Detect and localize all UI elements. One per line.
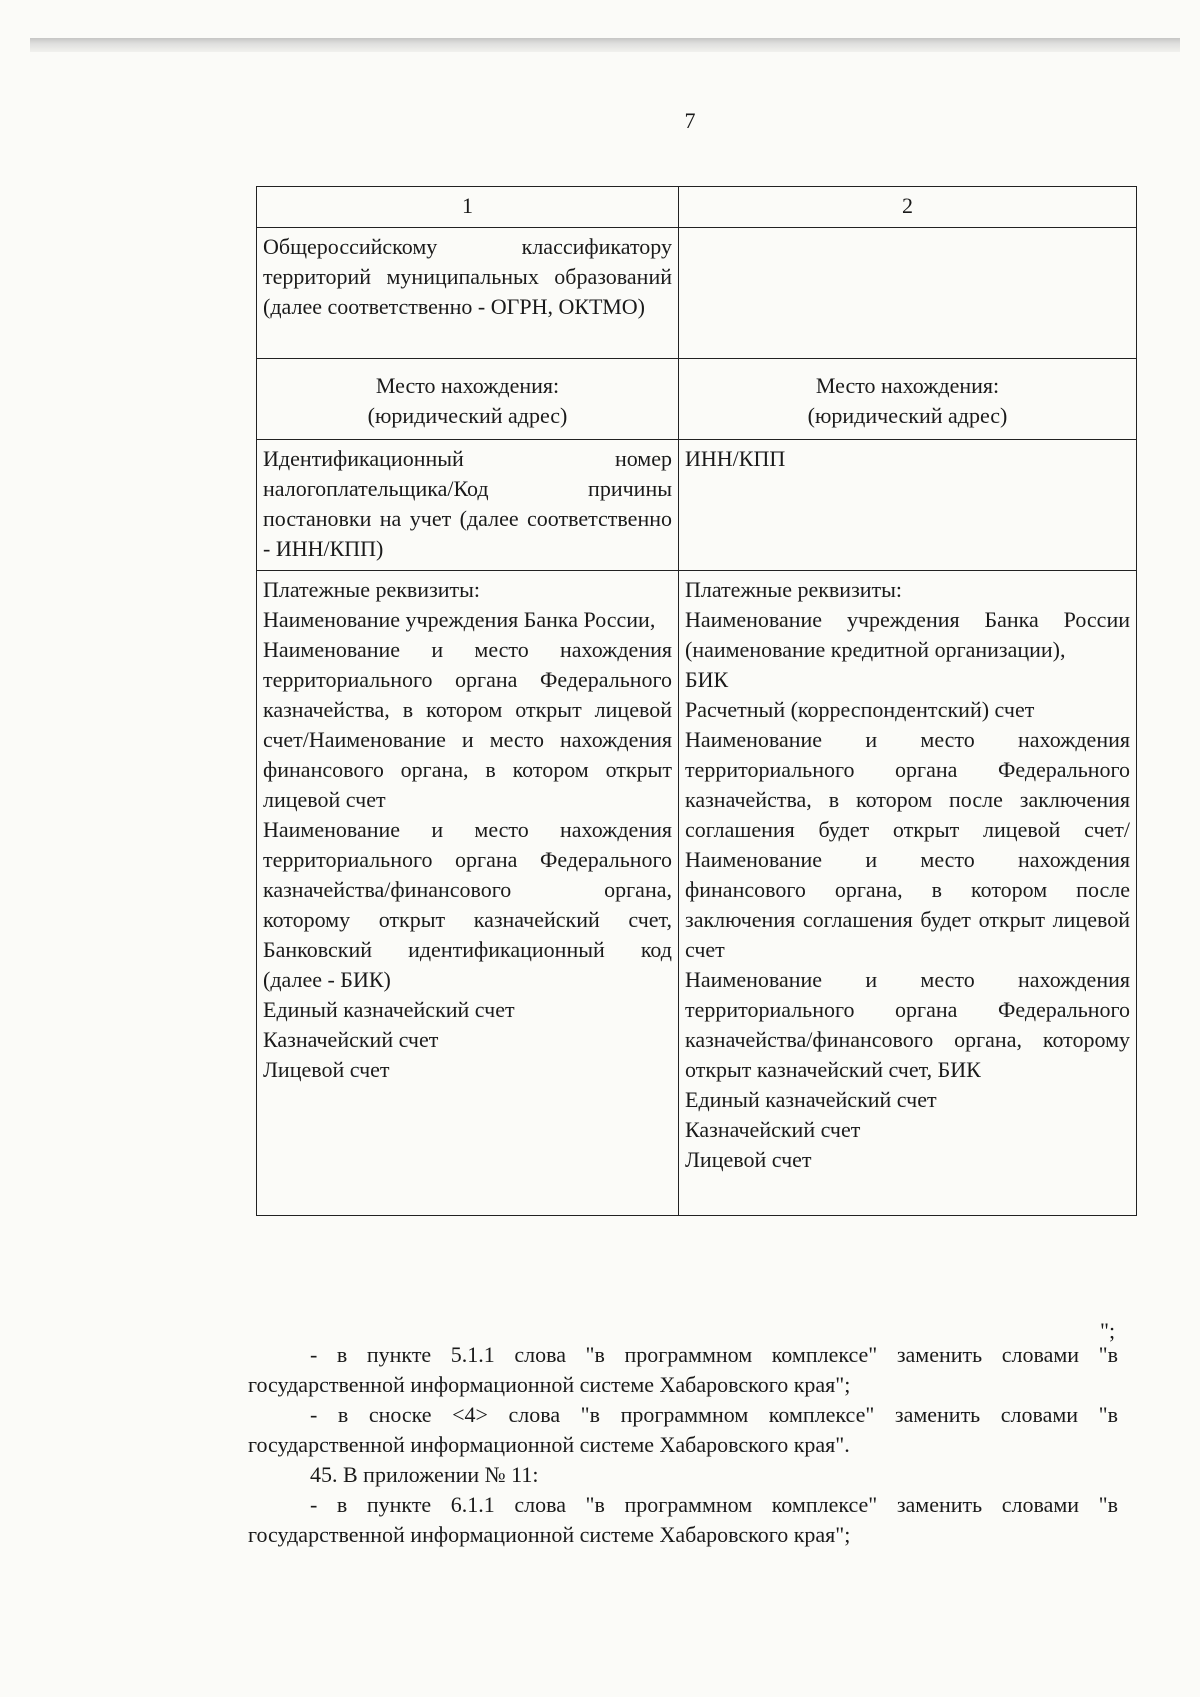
column-number-2: 2 bbox=[679, 187, 1137, 228]
table-row bbox=[257, 440, 1137, 571]
scan-edge-shadow bbox=[30, 38, 1180, 52]
payment-line: Платежные реквизиты: bbox=[263, 577, 481, 602]
table-row bbox=[257, 359, 1137, 440]
payment-line: Наименование учреждения Банка России, bbox=[263, 607, 656, 632]
payment-details-cell-1 bbox=[257, 571, 679, 1216]
paragraph: - в пункте 5.1.1 слова "в программном комплексе" заменить словами "в государственной информационной системе Хабаровского края"; bbox=[248, 1342, 1118, 1397]
paragraph: 45. В приложении № 11: bbox=[310, 1462, 539, 1487]
paragraph: - в пункте 6.1.1 слова "в программном комплексе" заменить словами "в государственной информационной системе Хабаровского края"; bbox=[248, 1492, 1118, 1547]
payment-line: Наименование учреждения Банка России (наименование кредитной организации), bbox=[685, 607, 1130, 662]
payment-line: Наименование и место нахождения территориального органа Федерального казначейства/финансового органа, которому открыт казначейский счет, БИК bbox=[685, 967, 1130, 1082]
requisites-table bbox=[256, 186, 1137, 1216]
payment-details-cell-2 bbox=[679, 571, 1137, 1216]
inn-kpp-label-cell: Идентификационный номер налогоплательщика/Код причины постановки на учет (далее соответственно - ИНН/КПП) bbox=[257, 440, 679, 571]
empty-cell bbox=[679, 228, 1137, 359]
page-number: 7 bbox=[684, 108, 696, 133]
paragraph: - в сноске <4> слова "в программном комплексе" заменить словами "в государственной информационной системе Хабаровского края". bbox=[248, 1402, 1118, 1457]
column-number-1: 1 bbox=[257, 187, 679, 228]
table-row bbox=[257, 228, 1137, 359]
address-label: Место нахождения: bbox=[375, 373, 560, 398]
payment-line: Наименование и место нахождения территориального органа Федерального казначейства/финансового органа, которому открыт казначейский счет, Банковский идентификационный код (далее - БИК) bbox=[263, 817, 672, 992]
address-type: (юридический адрес) bbox=[807, 403, 1008, 428]
payment-line: Лицевой счет bbox=[685, 1147, 812, 1172]
payment-line: Наименование и место нахождения территориального органа Федерального казначейства, в котором после заключения соглашения будет открыт лицевой счет/Наименование и место нахождения финансового органа, в котором после заключения соглашения будет открыт лицевой счет bbox=[685, 727, 1130, 962]
payment-line: Платежные реквизиты: bbox=[685, 577, 903, 602]
payment-line: Единый казначейский счет bbox=[685, 1087, 937, 1112]
payment-line: Расчетный (корреспондентский) счет bbox=[685, 697, 1035, 722]
legal-address-cell-1 bbox=[257, 359, 679, 440]
payment-line: Наименование и место нахождения территориального органа Федерального казначейства, в котором открыт лицевой счет/Наименование и место нахождения финансового органа, в котором открыт лицевой счет bbox=[263, 637, 672, 812]
amendment-text bbox=[248, 1340, 1118, 1550]
payment-line: Казначейский счет bbox=[685, 1117, 861, 1142]
payment-line: Единый казначейский счет bbox=[263, 997, 515, 1022]
inn-kpp-value-cell: ИНН/КПП bbox=[679, 440, 1137, 571]
table-closing-mark: "; bbox=[1100, 1318, 1116, 1343]
okato-oktmo-cell: Общероссийскому классификатору территорий муниципальных образований (далее соответственно - ОГРН, ОКТМО) bbox=[257, 228, 679, 359]
legal-address-cell-2 bbox=[679, 359, 1137, 440]
address-type: (юридический адрес) bbox=[367, 403, 568, 428]
table-header-row bbox=[257, 187, 1137, 228]
payment-line: Лицевой счет bbox=[263, 1057, 390, 1082]
table-row bbox=[257, 571, 1137, 1216]
payment-line: БИК bbox=[685, 667, 729, 692]
payment-line: Казначейский счет bbox=[263, 1027, 439, 1052]
address-label: Место нахождения: bbox=[815, 373, 1000, 398]
